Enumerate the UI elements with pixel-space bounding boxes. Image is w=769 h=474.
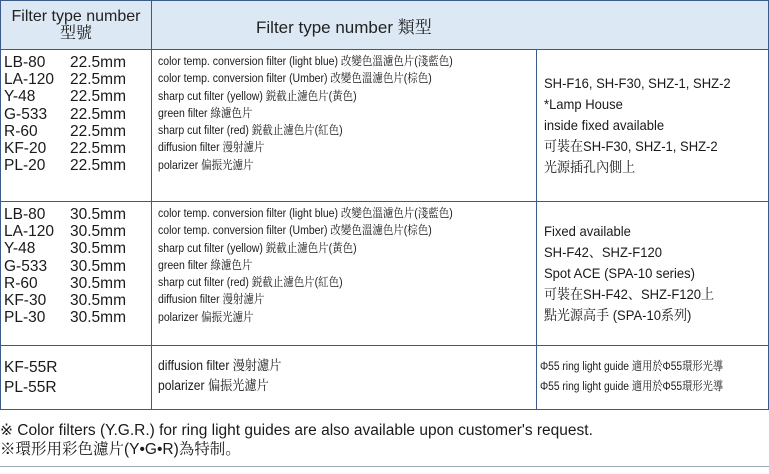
compatibility-note: Fixed available bbox=[544, 223, 631, 239]
filter-code: R-60 bbox=[4, 122, 38, 140]
filter-description: sharp cut filter (yellow) 鋭截止濾色片(黃色) bbox=[158, 88, 357, 103]
compatibility-note: 可裝在SH-F30, SHZ-1, SHZ-2 bbox=[544, 138, 718, 154]
compatibility-note: *Lamp House bbox=[544, 96, 623, 112]
filter-code: G-533 bbox=[4, 257, 48, 275]
filter-description: polarizer 偏振光濾片 bbox=[158, 309, 254, 324]
filter-size: 30.5mm bbox=[70, 240, 126, 258]
filter-description: green filter 綠濾色片 bbox=[158, 257, 253, 272]
code-row bbox=[4, 157, 151, 174]
filter-code: KF-55R bbox=[4, 359, 58, 376]
filter-description: green filter 綠濾色片 bbox=[158, 105, 253, 120]
filter-code: G-533 bbox=[4, 105, 48, 123]
footnotes bbox=[0, 421, 769, 459]
code-row bbox=[4, 378, 151, 398]
compatibility-cell bbox=[537, 202, 769, 346]
filter-size: 22.5mm bbox=[70, 139, 126, 157]
code-row bbox=[4, 309, 151, 326]
filter-code: LA-120 bbox=[4, 71, 54, 89]
compatibility-note: SH-F16, SH-F30, SHZ-1, SHZ-2 bbox=[544, 75, 731, 91]
filter-size: 22.5mm bbox=[70, 88, 126, 106]
filter-description: diffusion filter 漫射濾片 bbox=[158, 292, 265, 307]
code-row bbox=[4, 240, 151, 257]
filter-size: 30.5mm bbox=[70, 274, 126, 292]
bottom-divider bbox=[0, 466, 769, 467]
header-type-number-zh: 型號 bbox=[59, 25, 92, 42]
code-row bbox=[4, 275, 151, 292]
compatibility-note: Φ55 ring light guide 適用於Φ55環形光導 bbox=[540, 379, 724, 393]
compatibility-note: 點光源高手 (SPA-10系列) bbox=[544, 307, 692, 323]
group-row-22mm bbox=[1, 50, 769, 202]
filter-description: polarizer 偏振光濾片 bbox=[158, 157, 254, 172]
filter-code: PL-55R bbox=[4, 379, 57, 396]
filter-code: PL-20 bbox=[4, 157, 46, 175]
code-row bbox=[4, 54, 151, 71]
compatibility-note: SH-F42、SHZ-F120 bbox=[544, 244, 662, 260]
filter-description: color temp. conversion filter (Umber) 改變色溫濾色片(棕色) bbox=[158, 71, 432, 86]
codes-cell bbox=[1, 50, 152, 202]
code-row bbox=[4, 223, 151, 240]
filter-description: color temp. conversion filter (light blue) 改變色溫濾色片(淺藍色) bbox=[158, 54, 453, 68]
filter-code: LA-120 bbox=[4, 223, 54, 241]
code-row bbox=[4, 123, 151, 140]
filter-description: diffusion filter 漫射濾片 bbox=[158, 358, 282, 373]
filter-size: 22.5mm bbox=[70, 157, 126, 175]
compatibility-note: inside fixed available bbox=[544, 117, 665, 133]
filter-code: PL-30 bbox=[4, 309, 46, 327]
filter-size: 22.5mm bbox=[70, 54, 126, 71]
compatibility-note: 光源插孔內側上 bbox=[544, 159, 636, 175]
filter-description: color temp. conversion filter (Umber) 改變色溫濾色片(棕色) bbox=[158, 223, 432, 238]
compatibility-note: 可裝在SH-F42、SHZ-F120上 bbox=[544, 286, 715, 302]
compatibility-note: Spot ACE (SPA-10 series) bbox=[544, 265, 696, 281]
filter-size: 22.5mm bbox=[70, 122, 126, 140]
filter-size: 22.5mm bbox=[70, 105, 126, 123]
compatibility-cell bbox=[537, 50, 769, 202]
filter-description: color temp. conversion filter (light blue) 改變色溫濾色片(淺藍色) bbox=[158, 206, 453, 220]
group-row-30mm bbox=[1, 202, 769, 346]
header-row bbox=[1, 1, 769, 50]
code-row bbox=[4, 206, 151, 223]
codes-cell bbox=[1, 202, 152, 346]
filter-code: KF-20 bbox=[4, 139, 47, 157]
filter-description: sharp cut filter (red) 鋭截止濾色片(紅色) bbox=[158, 123, 343, 138]
code-row bbox=[4, 358, 151, 378]
code-row bbox=[4, 106, 151, 123]
filter-code: R-60 bbox=[4, 274, 38, 292]
filter-description: diffusion filter 漫射濾片 bbox=[158, 140, 265, 155]
filter-description: sharp cut filter (red) 鋭截止濾色片(紅色) bbox=[158, 275, 343, 290]
filter-size: 30.5mm bbox=[70, 223, 126, 241]
filter-description: sharp cut filter (yellow) 鋭截止濾色片(黃色) bbox=[158, 240, 357, 255]
codes-cell bbox=[1, 346, 152, 410]
filter-code: LB-80 bbox=[4, 54, 46, 71]
filter-code: LB-80 bbox=[4, 206, 46, 223]
filter-size: 22.5mm bbox=[70, 71, 126, 89]
descriptions-cell bbox=[152, 202, 537, 346]
footnote-zh: ※環形用彩色濾片(Y•G•R)為特制。 bbox=[0, 441, 241, 458]
compatibility-cell bbox=[537, 346, 769, 410]
filter-size: 30.5mm bbox=[70, 309, 126, 327]
descriptions-cell bbox=[152, 50, 537, 202]
footnote-en: ※ Color filters (Y.G.R.) for ring light guides are also available upon customer's request. bbox=[0, 422, 593, 439]
filter-size: 30.5mm bbox=[70, 257, 126, 275]
filter-code: Y-48 bbox=[4, 88, 36, 106]
code-row bbox=[4, 88, 151, 105]
code-row bbox=[4, 292, 151, 309]
header-filter-type: Filter type number 類型 bbox=[152, 1, 769, 50]
filter-code: Y-48 bbox=[4, 240, 36, 258]
filter-size: 30.5mm bbox=[70, 291, 126, 309]
header-type-number bbox=[1, 1, 152, 50]
code-row bbox=[4, 258, 151, 275]
code-row bbox=[4, 71, 151, 88]
compatibility-note: Φ55 ring light guide 適用於Φ55環形光導 bbox=[540, 359, 724, 373]
header-type-number-en: Filter type number bbox=[11, 8, 141, 25]
filter-size: 30.5mm bbox=[70, 206, 126, 223]
filter-code: KF-30 bbox=[4, 291, 47, 309]
descriptions-cell bbox=[152, 346, 537, 410]
code-row bbox=[4, 140, 151, 157]
filter-description: polarizer 偏振光濾片 bbox=[158, 378, 269, 393]
group-row-ring bbox=[1, 346, 769, 410]
